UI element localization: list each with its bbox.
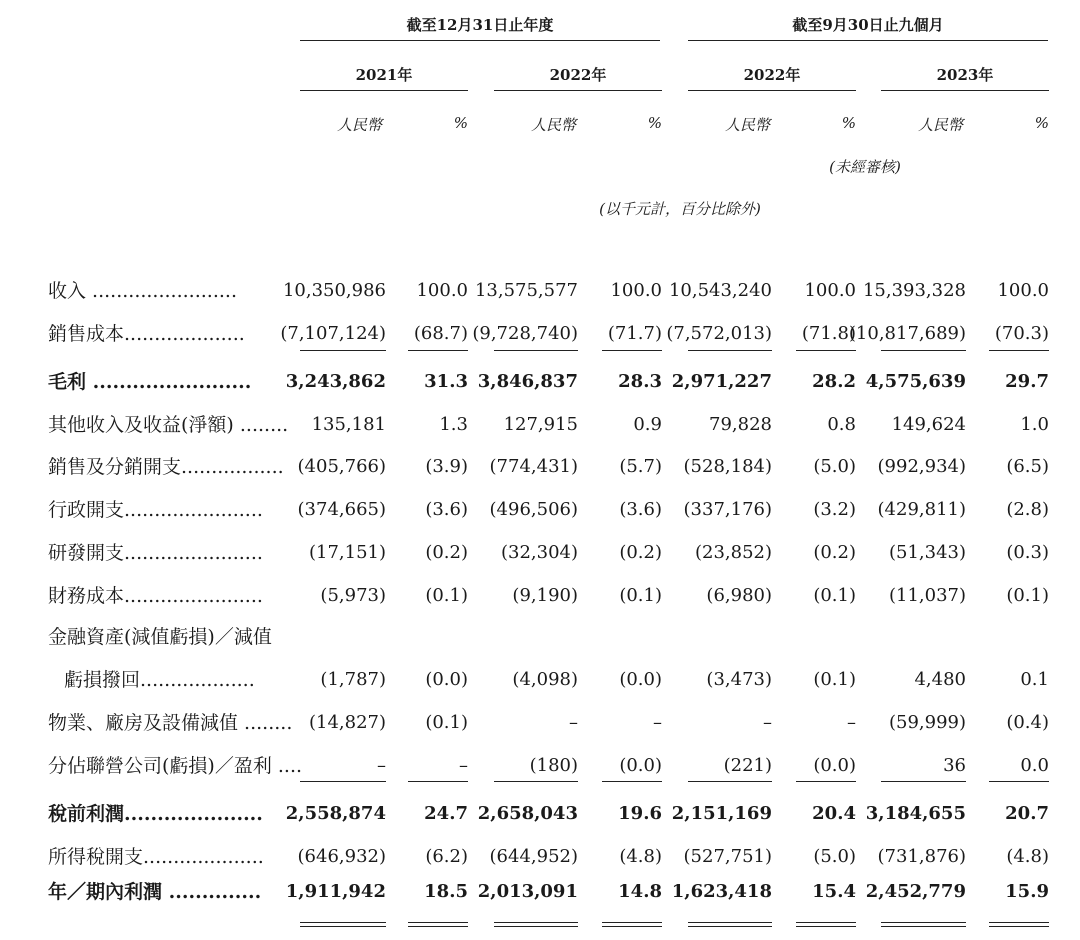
row-label: 金融資產(減值虧損)／減值: [48, 626, 272, 648]
row-value: (6.5): [1006, 456, 1049, 477]
row-value: 4,575,639: [865, 371, 966, 392]
row-value: (992,934): [877, 456, 966, 477]
row-label: 虧損撥回...................: [64, 669, 255, 691]
row-value: (51,343): [888, 542, 966, 563]
table-row: [0, 493, 1080, 527]
row-value: 19.6: [618, 803, 662, 824]
row-value: 3,846,837: [477, 371, 578, 392]
row-value: (3.6): [619, 499, 662, 520]
table-row: [0, 536, 1080, 570]
subtotal-rule: [989, 781, 1049, 782]
row-value: (0.4): [1006, 712, 1049, 733]
row-label: 銷售及分銷開支.................: [48, 456, 284, 478]
table-row: [0, 579, 1080, 613]
subtotal-rule: [300, 350, 386, 351]
row-value: 79,828: [709, 414, 772, 435]
col-header-2022-annual: 2022年: [549, 66, 607, 84]
row-value: 2,151,169: [671, 803, 772, 824]
total-double-rule: [796, 922, 856, 927]
unit-pct-2022-annual: %: [647, 114, 662, 132]
table-row: [0, 749, 1080, 783]
row-value: (59,999): [888, 712, 966, 733]
row-value: (5.0): [813, 456, 856, 477]
row-label: 毛利 ........................: [48, 371, 252, 393]
row-label: 分佔聯營公司(虧損)／盈利 ....: [48, 755, 303, 777]
total-double-rule: [494, 922, 578, 927]
col-rule-2023: [881, 90, 1049, 91]
period-group-header: 截至9月30日止九個月: [792, 16, 944, 34]
row-label: 其他收入及收益(淨額) ........: [48, 414, 289, 436]
row-value: (4.8): [1006, 846, 1049, 867]
row-value: 0.0: [1020, 755, 1049, 776]
row-value: 149,624: [891, 414, 966, 435]
row-value: (32,304): [500, 542, 578, 563]
row-value: (0.2): [425, 542, 468, 563]
row-value: –: [847, 712, 856, 733]
total-double-rule: [881, 922, 966, 927]
total-double-rule: [688, 922, 772, 927]
row-value: (3.2): [813, 499, 856, 520]
row-value: (71.7): [607, 323, 662, 344]
row-value: 2,558,874: [285, 803, 386, 824]
row-value: (429,811): [877, 499, 966, 520]
unit-rmb-2023: 人民幣: [917, 116, 963, 134]
row-value: 1,623,418: [671, 881, 772, 902]
row-value: (70.3): [994, 323, 1049, 344]
row-value: (5,973): [320, 585, 386, 606]
row-value: (68.7): [413, 323, 468, 344]
row-value: –: [653, 712, 662, 733]
row-value: 2,658,043: [477, 803, 578, 824]
table-row: [0, 450, 1080, 484]
row-value: (14,827): [308, 712, 386, 733]
row-value: (11,037): [888, 585, 966, 606]
row-value: (0.1): [813, 585, 856, 606]
row-value: –: [763, 712, 772, 733]
unit-pct-2021: %: [453, 114, 468, 132]
row-value: 135,181: [311, 414, 386, 435]
row-value: (9,728,740): [472, 323, 578, 344]
row-value: (0.0): [813, 755, 856, 776]
row-value: –: [459, 755, 468, 776]
row-value: 10,350,986: [282, 280, 386, 301]
year-group-header: 截至12月31日止年度: [406, 16, 554, 34]
row-value: (0.1): [813, 669, 856, 690]
row-value: (10,817,689): [848, 323, 966, 344]
table-row: [0, 365, 1080, 399]
row-value: (3.6): [425, 499, 468, 520]
row-value: –: [377, 755, 386, 776]
row-value: 0.1: [1020, 669, 1049, 690]
table-row: [0, 274, 1080, 308]
row-value: 0.9: [633, 414, 662, 435]
row-value: (4.8): [619, 846, 662, 867]
row-label: 年／期內利潤 ..............: [48, 881, 262, 903]
subtotal-rule: [300, 781, 386, 782]
col-header-2022-nine-months: 2022年: [743, 66, 801, 84]
subtotal-rule: [796, 781, 856, 782]
row-value: 127,915: [503, 414, 578, 435]
row-value: (0.2): [619, 542, 662, 563]
row-label: 收入 ........................: [48, 280, 237, 302]
row-value: (337,176): [683, 499, 772, 520]
table-row: [0, 840, 1080, 874]
row-value: (405,766): [297, 456, 386, 477]
row-value: (3.9): [425, 456, 468, 477]
row-value: (774,431): [489, 456, 578, 477]
row-value: (0.1): [1006, 585, 1049, 606]
row-value: (17,151): [308, 542, 386, 563]
row-value: 15,393,328: [862, 280, 966, 301]
row-value: 1.3: [439, 414, 468, 435]
row-value: 18.5: [424, 881, 468, 902]
row-value: (0.1): [425, 585, 468, 606]
row-value: (5.0): [813, 846, 856, 867]
col-header-2023: 2023年: [936, 66, 994, 84]
row-value: (0.0): [619, 755, 662, 776]
row-value: (528,184): [683, 456, 772, 477]
subtotal-rule: [602, 781, 662, 782]
row-value: –: [569, 712, 578, 733]
row-value: (221): [723, 755, 772, 776]
row-value: (0.1): [619, 585, 662, 606]
row-value: (7,572,013): [666, 323, 772, 344]
subtotal-rule: [688, 350, 772, 351]
row-value: (0.1): [425, 712, 468, 733]
total-double-rule: [989, 922, 1049, 927]
total-double-rule: [602, 922, 662, 927]
row-label: 所得稅開支....................: [48, 846, 264, 868]
subtotal-rule: [881, 781, 966, 782]
row-value: 36: [943, 755, 966, 776]
subtotal-rule: [796, 350, 856, 351]
col-header-2021: 2021年: [355, 66, 413, 84]
row-value: 15.4: [812, 881, 856, 902]
col-rule-2022-annual: [494, 90, 662, 91]
year-group-rule: [300, 40, 660, 41]
row-value: 100.0: [997, 280, 1049, 301]
table-row: [0, 620, 1080, 654]
row-label: 研發開支.......................: [48, 542, 263, 564]
row-value: 14.8: [618, 881, 662, 902]
row-value: 2,013,091: [477, 881, 578, 902]
row-value: (646,932): [297, 846, 386, 867]
row-value: (2.8): [1006, 499, 1049, 520]
row-value: (496,506): [489, 499, 578, 520]
col-rule-2022-nine-months: [688, 90, 856, 91]
row-value: (9,190): [512, 585, 578, 606]
row-label: 物業、廠房及設備減值 ........: [48, 712, 293, 734]
row-value: (23,852): [694, 542, 772, 563]
table-row: [0, 663, 1080, 697]
subtotal-rule: [602, 350, 662, 351]
row-value: 31.3: [424, 371, 468, 392]
row-value: (0.0): [425, 669, 468, 690]
row-value: (4,098): [512, 669, 578, 690]
row-value: (374,665): [297, 499, 386, 520]
table-row: [0, 408, 1080, 442]
row-value: 1.0: [1020, 414, 1049, 435]
unit-pct-2023: %: [1034, 114, 1049, 132]
row-value: 0.8: [827, 414, 856, 435]
row-value: (6,980): [706, 585, 772, 606]
row-value: (731,876): [877, 846, 966, 867]
row-value: (0.0): [619, 669, 662, 690]
row-value: (180): [529, 755, 578, 776]
row-value: 24.7: [424, 803, 468, 824]
row-value: 2,452,779: [865, 881, 966, 902]
row-value: 10,543,240: [668, 280, 772, 301]
row-value: (5.7): [619, 456, 662, 477]
row-value: 28.2: [812, 371, 856, 392]
period-group-rule: [688, 40, 1048, 41]
unit-rmb-2022-nine-months: 人民幣: [724, 116, 770, 134]
unaudited-note: (未經審核): [829, 158, 901, 176]
row-value: 2,971,227: [671, 371, 772, 392]
row-value: 13,575,577: [474, 280, 578, 301]
subtotal-rule: [408, 350, 468, 351]
scale-note: (以千元計，百分比除外): [599, 200, 761, 218]
row-value: 15.9: [1005, 881, 1049, 902]
row-value: (6.2): [425, 846, 468, 867]
subtotal-rule: [989, 350, 1049, 351]
row-label: 銷售成本....................: [48, 323, 245, 345]
row-label: 行政開支.......................: [48, 499, 263, 521]
row-value: 4,480: [914, 669, 966, 690]
unit-rmb-2022-annual: 人民幣: [530, 116, 576, 134]
subtotal-rule: [494, 350, 578, 351]
row-value: (71.8): [801, 323, 856, 344]
total-double-rule: [300, 922, 386, 927]
row-value: 100.0: [610, 280, 662, 301]
row-value: (7,107,124): [280, 323, 386, 344]
unit-pct-2022-nine-months: %: [841, 114, 856, 132]
row-value: (1,787): [320, 669, 386, 690]
row-value: (644,952): [489, 846, 578, 867]
subtotal-rule: [408, 781, 468, 782]
table-row: [0, 797, 1080, 831]
row-value: 3,243,862: [285, 371, 386, 392]
row-value: 28.3: [618, 371, 662, 392]
unit-rmb-2021: 人民幣: [336, 116, 382, 134]
table-row: [0, 317, 1080, 351]
row-value: (527,751): [683, 846, 772, 867]
table-row: [0, 706, 1080, 740]
subtotal-rule: [494, 781, 578, 782]
table-row: [0, 875, 1080, 909]
row-value: (3,473): [706, 669, 772, 690]
row-value: 3,184,655: [865, 803, 966, 824]
row-label: 稅前利潤.....................: [48, 803, 263, 825]
col-rule-2021: [300, 90, 468, 91]
row-label: 財務成本.......................: [48, 585, 263, 607]
row-value: (0.3): [1006, 542, 1049, 563]
row-value: 29.7: [1005, 371, 1049, 392]
row-value: 100.0: [804, 280, 856, 301]
subtotal-rule: [688, 781, 772, 782]
row-value: 1,911,942: [285, 881, 386, 902]
row-value: 100.0: [416, 280, 468, 301]
row-value: 20.4: [812, 803, 856, 824]
row-value: (0.2): [813, 542, 856, 563]
row-value: 20.7: [1005, 803, 1049, 824]
total-double-rule: [408, 922, 468, 927]
subtotal-rule: [881, 350, 966, 351]
